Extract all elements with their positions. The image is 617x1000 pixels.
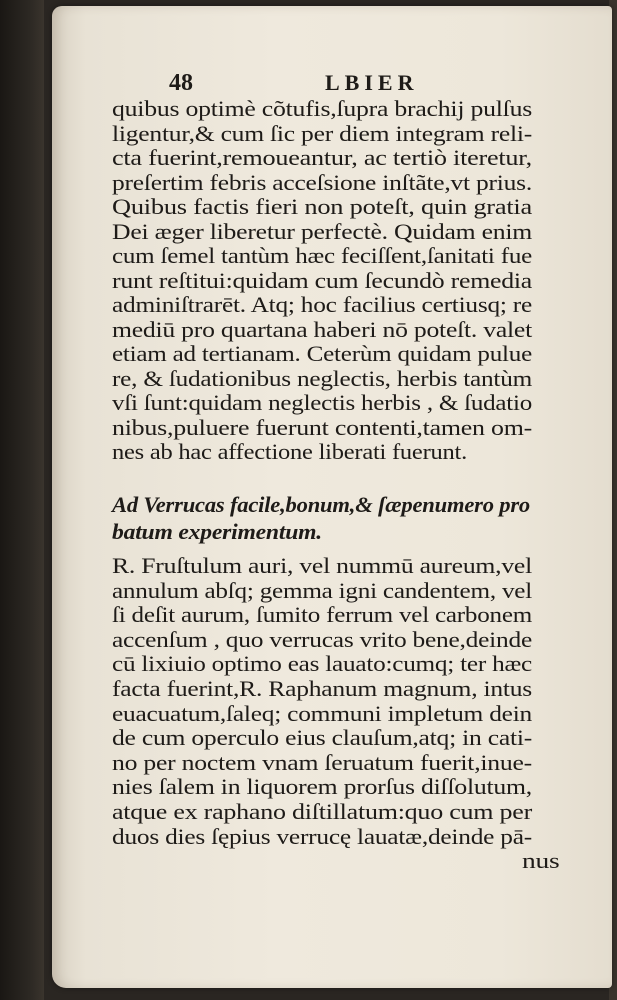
paragraph1-line: Quibus factis fieri non poteſt, quin gratia <box>112 194 532 219</box>
paragraph1-line: preſertim febris acceſsione inſtãte,vt prius. <box>112 169 532 195</box>
paragraph1-line: cta fuerint,remoueantur, ac tertiò iteretur, <box>112 145 532 170</box>
paragraph1-line: etiam ad tertianam. Ceterùm quidam pulue <box>112 341 532 366</box>
paragraph2-line: ſi deſit aurum, ſumito ferrum vel carbonem <box>112 602 532 628</box>
paragraph1-line: Dei æger liberetur perfectè. Quidam enim <box>112 218 532 244</box>
paragraph1-line: nes ab hac affectione liberati fuerunt. <box>112 439 467 464</box>
paragraph2-line: atque ex raphano diſtillatum:quo cum per <box>112 799 532 824</box>
paragraph1-line: quibus optimè cõtufis,ſupra brachij pulſus <box>112 96 532 121</box>
paragraph2-line: annulum abſq; gemma igni candentem, vel <box>112 577 532 603</box>
paragraph1-line: adminiſtrarēt. Atq; hoc facilius certiusq; re <box>112 292 532 317</box>
paragraph1-line: nibus,puluere fuerunt contenti,tamen om- <box>112 414 532 440</box>
paragraph2-line: euacuatum,ſaleq; communi impletum dein <box>112 700 532 726</box>
paragraph2-line: no per noctem vnam ſeruatum fuerit,inue- <box>112 749 532 775</box>
paragraph1-line: re, & ſudationibus neglectis, herbis tantùm <box>112 365 532 391</box>
paragraph1-line: cum ſemel tantùm hæc feciſſent,ſanitati fue <box>112 243 532 268</box>
heading-line: batum experimentum. <box>112 519 322 544</box>
paragraph2-line: R. Fruſtulum auri, vel nummū aureum,vel <box>112 553 532 578</box>
paragraph1-line: vſi ſunt:quidam neglectis herbis , & ſudatio <box>112 390 532 415</box>
running-title: LBIER <box>325 70 419 95</box>
paragraph1-line: mediū pro quartana haberi nō poteſt. valet <box>112 316 532 342</box>
book-gutter-shadow <box>0 0 44 1000</box>
paragraph2-line: accenſum , quo verrucas vrito bene,deinde <box>112 626 532 652</box>
paragraph2-line: cū lixiuio optimo eas lauato:cumq; ter hæc <box>112 651 532 677</box>
paragraph1-line: runt reſtitui:quidam cum ſecundò remedia <box>112 267 532 293</box>
paragraph2-line: de cum operculo eius clauſum,atq; in cati- <box>112 725 532 751</box>
paragraph2-line: facta fuerint,R. Raphanum magnum, intus <box>112 676 532 701</box>
heading-line: Ad Verrucas facile,bonum,& ſæpenumero pro <box>112 492 530 517</box>
paragraph1-line: ligentur,& cum ſic per diem integram reli- <box>112 120 532 146</box>
paragraph2-line: nus <box>522 848 560 874</box>
page-number: 48 <box>169 70 193 96</box>
paragraph2-line: nies ſalem in liquorem prorſus diſſolutum, <box>112 774 532 800</box>
paragraph2-line: duos dies ſępius verrucę lauatæ,deinde pā- <box>112 823 532 849</box>
